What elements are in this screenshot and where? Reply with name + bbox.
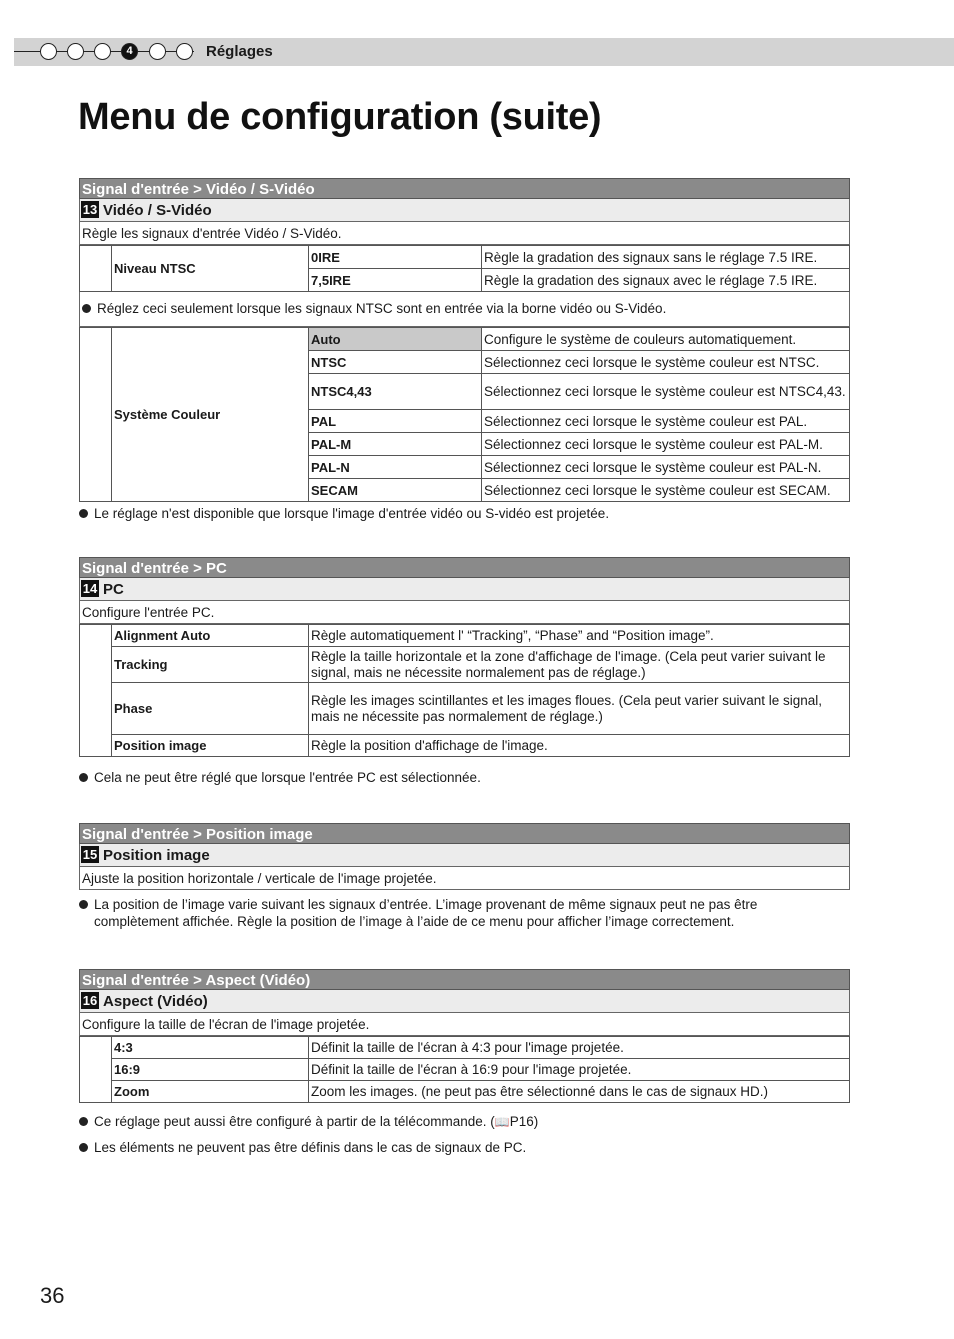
item-number: 16 (82, 993, 98, 1008)
setting-desc: Règle la taille horizontale et la zone d'affichage de l'image. (Cela peut varier suivant le signal, mais ne nécessite normalement pas de réglage.) (309, 647, 850, 683)
setting-label: Tracking (112, 647, 309, 683)
bullet-icon (79, 900, 88, 909)
option-desc: Sélectionnez ceci lorsque le système couleur est NTSC4,43. (482, 374, 850, 410)
indent-cell (80, 625, 112, 757)
option-desc: Configure le système de couleurs automatiquement. (482, 328, 850, 351)
niveau-table (79, 245, 850, 292)
section-description: Configure l'entrée PC. (79, 601, 850, 624)
section-description: Règle les signaux d'entrée Vidéo / S-Vidéo. (79, 222, 850, 245)
section-position-image (79, 823, 850, 890)
note (79, 896, 757, 930)
setting-label: 4:3 (112, 1037, 309, 1059)
option-name-selected: Auto (309, 328, 482, 351)
inline-note (79, 292, 850, 327)
setting-label: Alignment Auto (112, 625, 309, 647)
chapter-circle-current: 4 (121, 43, 138, 60)
book-icon: 📖 (494, 1115, 510, 1129)
option-desc: Sélectionnez ceci lorsque le système couleur est PAL. (482, 410, 850, 433)
page-reference: P16 (509, 1114, 534, 1129)
option-name: PAL-N (309, 456, 482, 479)
pc-table (79, 624, 850, 757)
bullet-icon (79, 773, 88, 782)
setting-desc: Règle la position d'affichage de l'image. (309, 735, 850, 757)
bullet-icon (82, 304, 91, 313)
note-text: Ce réglage peut aussi être configuré à partir de la télécommande. ( (94, 1114, 495, 1129)
note-text-line2: complètement affichée. Règle la position de l’image à l’aide de ce menu pour afficher l’image correctement. (94, 914, 735, 929)
section-description: Configure la taille de l'écran de l'image projetée. (79, 1013, 850, 1036)
setting-desc: Règle les images scintillantes et les images floues. (Cela peut varier suivant le signal, mais ne nécessite pas normalement de réglage.) (309, 683, 850, 735)
section-pc (79, 557, 850, 757)
note (79, 505, 609, 522)
option-desc: Sélectionnez ceci lorsque le système couleur est PAL-N. (482, 456, 850, 479)
note (79, 1113, 538, 1131)
item-title: Position image (103, 847, 210, 864)
setting-label: Position image (112, 735, 309, 757)
setting-desc: Zoom les images. (ne peut pas être sélectionné dans le cas de signaux HD.) (309, 1081, 850, 1103)
note-text: Les éléments ne peuvent pas être définis dans le cas de signaux de PC. (94, 1140, 527, 1155)
section-description: Ajuste la position horizontale / verticale de l'image projetée. (79, 867, 850, 890)
option-name: 0IRE (309, 246, 482, 269)
note-text: Le réglage n'est disponible que lorsque l'image d'entrée vidéo ou S-vidéo est projetée. (94, 506, 610, 521)
option-name: 7,5IRE (309, 269, 482, 292)
page-number: 36 (40, 1283, 65, 1308)
item-title: PC (103, 581, 124, 598)
section-bar: Signal d'entrée > Vidéo / S-Vidéo (79, 178, 850, 199)
option-name: PAL (309, 410, 482, 433)
note (79, 769, 481, 786)
option-name: PAL-M (309, 433, 482, 456)
page-title: Menu de configuration (suite) (78, 96, 602, 138)
inline-note-text: Réglez ceci seulement lorsque les signaux NTSC sont en entrée via la borne vidéo ou S-Vidéo. (97, 301, 667, 316)
indent-cell (80, 328, 112, 502)
section-subtitle (79, 844, 850, 867)
section-video (79, 178, 850, 502)
chapter-circle-5 (149, 43, 166, 60)
section-bar: Signal d'entrée > Aspect (Vidéo) (79, 969, 850, 990)
item-number: 15 (82, 847, 98, 862)
setting-label: 16:9 (112, 1059, 309, 1081)
section-subtitle (79, 990, 850, 1013)
chapter-circle-2 (67, 43, 84, 60)
note (79, 1139, 526, 1156)
item-number: 14 (82, 581, 98, 596)
setting-label: Système Couleur (112, 328, 309, 502)
chapter-circle-1 (40, 43, 57, 60)
setting-label: Phase (112, 683, 309, 735)
item-title: Vidéo / S-Vidéo (103, 202, 212, 219)
option-desc: Sélectionnez ceci lorsque le système couleur est NTSC. (482, 351, 850, 374)
section-aspect (79, 969, 850, 1103)
bullet-icon (79, 509, 88, 518)
note-text: Cela ne peut être réglé que lorsque l'entrée PC est sélectionnée. (94, 770, 481, 785)
setting-label: Zoom (112, 1081, 309, 1103)
option-desc: Sélectionnez ceci lorsque le système couleur est PAL-M. (482, 433, 850, 456)
section-bar: Signal d'entrée > Position image (79, 823, 850, 844)
systeme-table (79, 327, 850, 502)
setting-desc: Définit la taille de l'écran à 4:3 pour l'image projetée. (309, 1037, 850, 1059)
option-name: NTSC4,43 (309, 374, 482, 410)
item-title: Aspect (Vidéo) (103, 993, 208, 1010)
indent-cell (80, 1037, 112, 1103)
chapter-circle-6 (176, 43, 193, 60)
section-name: Réglages (206, 43, 273, 60)
bullet-icon (79, 1143, 88, 1152)
option-desc: Sélectionnez ceci lorsque le système couleur est SECAM. (482, 479, 850, 502)
option-desc: Règle la gradation des signaux sans le réglage 7.5 IRE. (482, 246, 850, 269)
option-desc: Règle la gradation des signaux avec le réglage 7.5 IRE. (482, 269, 850, 292)
setting-desc: Définit la taille de l'écran à 16:9 pour l'image projetée. (309, 1059, 850, 1081)
section-bar: Signal d'entrée > PC (79, 557, 850, 578)
section-subtitle (79, 199, 850, 222)
aspect-table (79, 1036, 850, 1103)
note-text-close: ) (533, 1114, 539, 1129)
indent-cell (80, 246, 112, 292)
section-subtitle (79, 578, 850, 601)
bullet-icon (79, 1117, 88, 1126)
note-text-line1: La position de l’image varie suivant les signaux d’entrée. L’image provenant de même signaux peut ne pas être (94, 897, 758, 912)
option-name: NTSC (309, 351, 482, 374)
setting-label: Niveau NTSC (112, 246, 309, 292)
option-name: SECAM (309, 479, 482, 502)
item-number: 13 (82, 202, 98, 217)
setting-desc: Règle automatiquement l' “Tracking”, “Phase” and “Position image”. (309, 625, 850, 647)
chapter-circle-3 (94, 43, 111, 60)
